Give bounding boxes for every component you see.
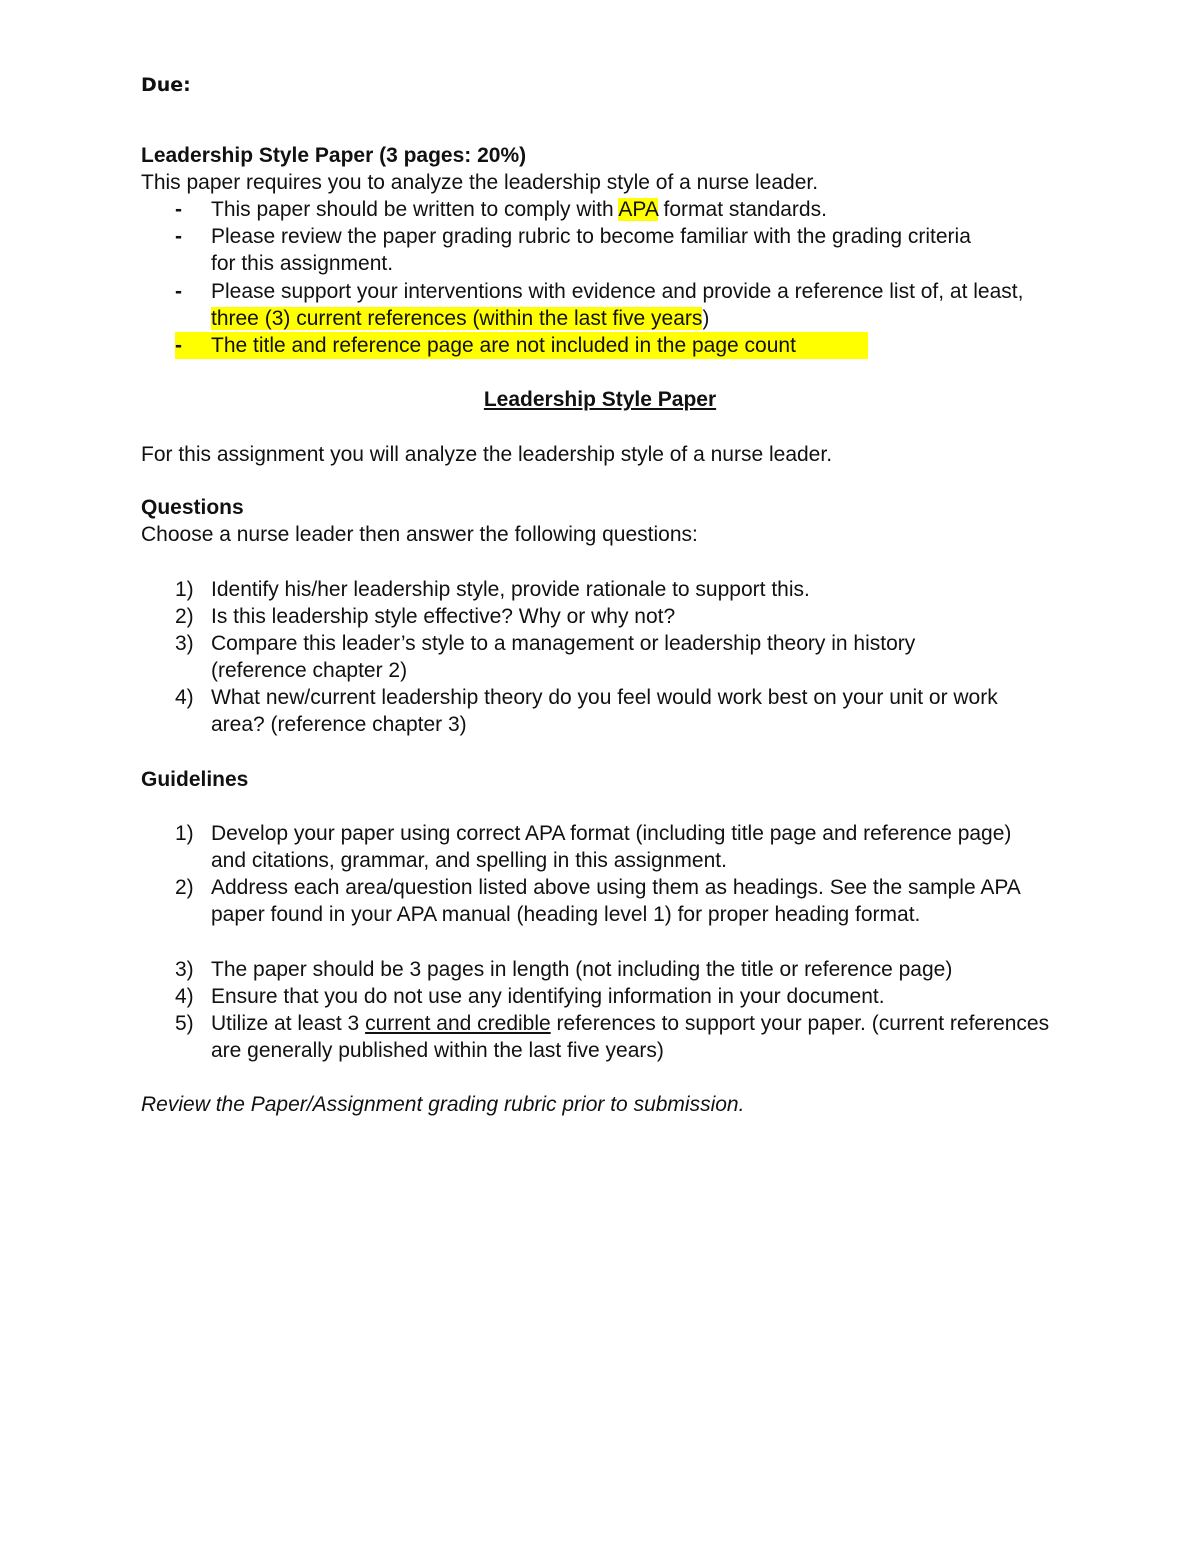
item-number: 4) xyxy=(175,985,194,1008)
guideline-text: references to support your paper. (current references are generally published within the last five years) xyxy=(211,1012,1050,1062)
closing-note: Review the Paper/Assignment grading rubric prior to submission. xyxy=(141,1093,745,1116)
requirement-text: Please support your interventions with evidence and provide a reference list of, at least, xyxy=(211,280,1024,303)
requirement-text: This paper should be written to comply with xyxy=(211,198,619,221)
item-number: 5) xyxy=(175,1012,194,1035)
guideline-item xyxy=(141,956,1081,983)
item-number: 1) xyxy=(175,578,194,601)
item-number: 3) xyxy=(175,958,194,981)
guideline-item xyxy=(141,874,1081,928)
assignment-text: For this assignment you will analyze the leadership style of a nurse leader. xyxy=(141,443,833,466)
question-item xyxy=(141,603,1081,630)
section-title: Leadership Style Paper xyxy=(483,388,717,411)
bullet-dash: - xyxy=(175,280,182,303)
guideline-item xyxy=(141,983,1081,1010)
requirement-text: format standards. xyxy=(657,198,827,221)
bullet-dash: - xyxy=(175,198,182,221)
guideline-item xyxy=(141,820,1081,874)
requirement-text: ) xyxy=(702,307,710,330)
item-number: 1) xyxy=(175,822,194,845)
requirement-item xyxy=(141,332,1081,359)
question-item xyxy=(141,630,1081,684)
guideline-text: Address each area/question listed above using them as headings. See the sample APA paper found in your APA manual (heading level 1) for proper heading format. xyxy=(211,876,1020,926)
question-text: What new/current leadership theory do you feel would work best on your unit or work area? (reference chapter 3) xyxy=(211,686,998,736)
question-item xyxy=(141,684,1081,738)
paper-description: This paper requires you to analyze the leadership style of a nurse leader. xyxy=(141,171,819,194)
item-number: 4) xyxy=(175,686,194,709)
requirement-text: The title and reference page are not included in the page count xyxy=(211,334,796,357)
due-label: Due: xyxy=(141,74,191,96)
item-number: 3) xyxy=(175,632,194,655)
guideline-text: The paper should be 3 pages in length (not including the title or reference page) xyxy=(211,958,953,981)
question-text: Compare this leader’s style to a management or leadership theory in history (reference chapter 2) xyxy=(211,632,916,682)
question-text: Identify his/her leadership style, provide rationale to support this. xyxy=(211,578,810,601)
guideline-text: Develop your paper using correct APA format (including title page and reference page) and citations, grammar, and spelling in this assignment. xyxy=(211,822,1012,872)
requirement-item xyxy=(141,278,1081,332)
paper-title: Leadership Style Paper (3 pages: 20%) xyxy=(141,144,527,167)
question-item xyxy=(141,576,1081,603)
item-number: 2) xyxy=(175,876,194,899)
guideline-text: Ensure that you do not use any identifying information in your document. xyxy=(211,985,885,1008)
highlighted-text: three (3) current references (within the last five years xyxy=(211,307,703,330)
highlighted-text: APA xyxy=(618,198,658,221)
questions-heading: Questions xyxy=(141,496,244,519)
guidelines-heading: Guidelines xyxy=(141,768,249,791)
question-text: Is this leadership style effective? Why or why not? xyxy=(211,605,676,628)
requirement-item xyxy=(141,223,1081,277)
bullet-dash: - xyxy=(175,334,182,357)
requirement-item xyxy=(141,196,1081,223)
guideline-text: Utilize at least 3 xyxy=(211,1012,366,1035)
questions-lead: Choose a nurse leader then answer the following questions: xyxy=(141,523,698,546)
guideline-item xyxy=(141,1010,1081,1064)
bullet-dash: - xyxy=(175,225,182,248)
underlined-text: current and credible xyxy=(365,1012,551,1035)
requirement-text: Please review the paper grading rubric to become familiar with the grading criteria for this assignment. xyxy=(211,225,971,275)
item-number: 2) xyxy=(175,605,194,628)
